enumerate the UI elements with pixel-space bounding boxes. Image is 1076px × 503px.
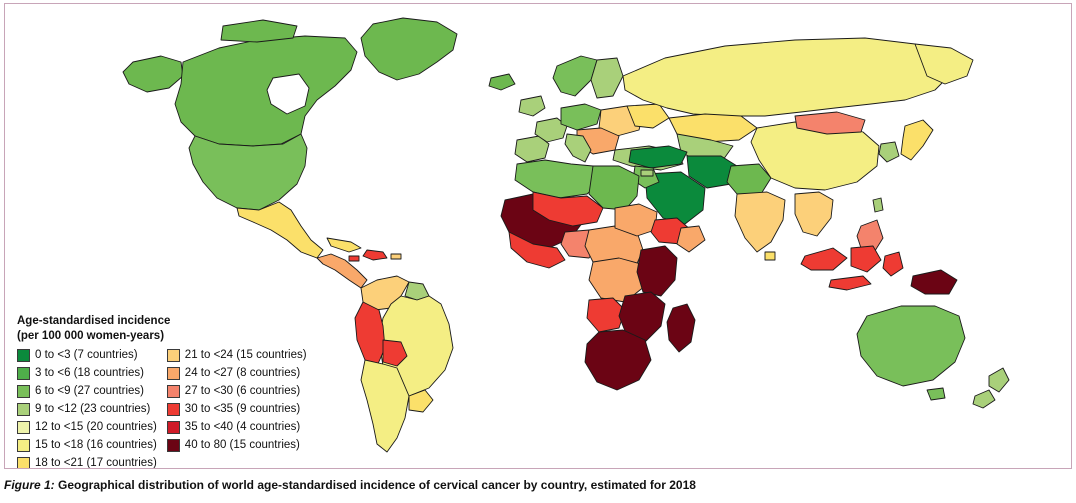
legend-item bbox=[167, 365, 307, 381]
region-indonesia-borneo bbox=[851, 246, 881, 272]
legend-item-label: 30 to <35 (9 countries) bbox=[184, 402, 301, 415]
legend-swatch-icon bbox=[167, 349, 180, 362]
region-papua-new-guinea bbox=[911, 270, 957, 294]
legend-item bbox=[17, 401, 157, 417]
legend-swatch-icon bbox=[167, 421, 180, 434]
legend-columns bbox=[17, 347, 343, 469]
region-finland-baltics bbox=[591, 58, 623, 98]
region-russia bbox=[623, 38, 951, 116]
legend-swatch-icon bbox=[17, 367, 30, 380]
legend-item-label: 21 to <24 (15 countries) bbox=[184, 348, 307, 361]
legend-item-label: 40 to 80 (15 countries) bbox=[184, 438, 300, 451]
legend-item bbox=[17, 455, 157, 469]
legend-item-label: 35 to <40 (4 countries) bbox=[184, 420, 301, 433]
region-east-africa bbox=[637, 246, 677, 296]
region-new-zealand bbox=[989, 368, 1009, 392]
legend-item bbox=[17, 419, 157, 435]
region-tasmania bbox=[927, 388, 945, 400]
region-uk-ireland bbox=[519, 96, 545, 116]
legend-column-left bbox=[17, 347, 157, 469]
figure-caption-text: Geographical distribution of world age-standardised incidence of cervical cancer by country, estimated for 2018 bbox=[54, 478, 696, 492]
legend-item-label: 12 to <15 (20 countries) bbox=[35, 420, 157, 433]
legend-swatch-icon bbox=[167, 367, 180, 380]
region-sulawesi bbox=[883, 252, 903, 276]
legend-column-right bbox=[167, 347, 307, 469]
region-germany-poland bbox=[561, 104, 601, 130]
legend-swatch-icon bbox=[17, 385, 30, 398]
region-southern-africa bbox=[585, 330, 651, 390]
region-canada bbox=[175, 36, 357, 146]
legend-item bbox=[17, 365, 157, 381]
region-scandinavia bbox=[553, 56, 597, 96]
legend-swatch-icon bbox=[17, 403, 30, 416]
region-turkey bbox=[629, 146, 687, 168]
region-japan bbox=[901, 120, 933, 160]
legend-title-line2: (per 100 000 women-years) bbox=[17, 330, 165, 342]
region-puerto-rico bbox=[391, 254, 401, 259]
legend-item-label: 6 to <9 (27 countries) bbox=[35, 384, 144, 397]
figure-frame bbox=[4, 3, 1072, 469]
region-jamaica bbox=[349, 256, 359, 261]
legend-item bbox=[167, 347, 307, 363]
region-indonesia-java bbox=[829, 276, 871, 290]
region-somalia bbox=[677, 226, 705, 252]
region-taiwan bbox=[873, 198, 883, 212]
legend-item-label: 0 to <3 (7 countries) bbox=[35, 348, 138, 361]
region-hispaniola bbox=[363, 250, 387, 260]
legend-item bbox=[167, 383, 307, 399]
legend-item-label: 18 to <21 (17 countries) bbox=[35, 456, 157, 469]
legend-item-label: 3 to <6 (18 countries) bbox=[35, 366, 144, 379]
legend-item bbox=[167, 419, 307, 435]
legend-swatch-icon bbox=[167, 439, 180, 452]
legend-swatch-icon bbox=[17, 421, 30, 434]
region-mexico bbox=[237, 202, 323, 258]
legend-title-line1: Age-standardised incidence bbox=[17, 315, 171, 327]
legend-swatch-icon bbox=[167, 403, 180, 416]
legend-swatch-icon bbox=[17, 457, 30, 470]
region-indonesia-sumatra bbox=[801, 248, 847, 270]
legend-item bbox=[17, 383, 157, 399]
legend-item-label: 15 to <18 (16 countries) bbox=[35, 438, 157, 451]
region-greenland bbox=[361, 18, 457, 80]
region-cyprus bbox=[641, 170, 653, 176]
legend-item bbox=[17, 347, 157, 363]
figure-caption-label: Figure 1: bbox=[4, 478, 55, 492]
legend-item bbox=[17, 437, 157, 453]
region-cuba bbox=[327, 238, 361, 252]
region-central-america bbox=[317, 254, 367, 288]
region-alaska bbox=[123, 56, 183, 92]
region-korea bbox=[879, 142, 899, 162]
region-madagascar bbox=[667, 304, 695, 352]
figure-caption bbox=[4, 478, 1064, 493]
legend-item bbox=[167, 401, 307, 417]
legend-swatch-icon bbox=[17, 349, 30, 362]
region-united-states bbox=[189, 134, 307, 210]
map-legend bbox=[13, 314, 343, 469]
region-iceland bbox=[489, 74, 515, 90]
region-peru-bolivia bbox=[355, 302, 385, 366]
world-map bbox=[5, 4, 1071, 468]
region-new-zealand-south bbox=[973, 390, 995, 408]
legend-item-label: 9 to <12 (23 countries) bbox=[35, 402, 151, 415]
legend-item-label: 24 to <27 (8 countries) bbox=[184, 366, 301, 379]
region-india bbox=[735, 192, 785, 252]
region-canada-islands bbox=[221, 20, 297, 42]
legend-swatch-icon bbox=[167, 385, 180, 398]
region-sri-lanka bbox=[765, 252, 775, 260]
region-australia bbox=[857, 306, 965, 386]
legend-swatch-icon bbox=[17, 439, 30, 452]
legend-item bbox=[167, 437, 307, 453]
region-southeast-asia bbox=[795, 192, 833, 236]
legend-item-label: 27 to <30 (6 countries) bbox=[184, 384, 301, 397]
